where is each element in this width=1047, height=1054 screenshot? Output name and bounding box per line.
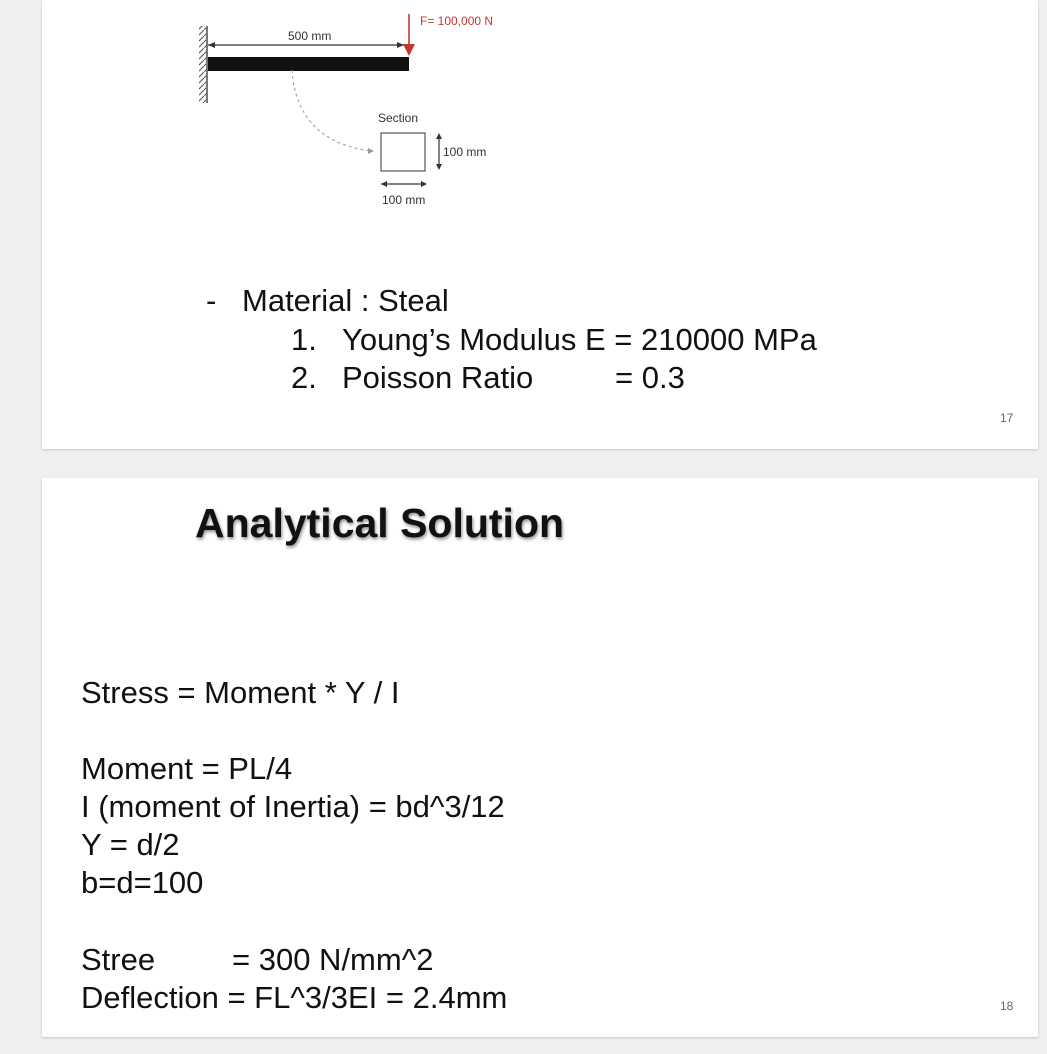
poisson-ratio-label: Poisson Ratio xyxy=(342,360,534,395)
youngs-modulus-line: Young’s Modulus E = 210000 MPa xyxy=(342,322,817,357)
beam xyxy=(208,57,409,71)
force-arrow-head xyxy=(403,44,415,56)
height-label: 100 mm xyxy=(443,145,487,159)
width-arrow-left xyxy=(381,181,387,187)
page-number: 17 xyxy=(1000,411,1014,425)
wall-support xyxy=(199,26,206,103)
stress-result-label: Stree xyxy=(81,942,156,977)
span-arrow-left xyxy=(208,42,215,48)
slide-title: Analytical Solution xyxy=(195,500,565,546)
cantilever-diagram xyxy=(42,0,1038,230)
section-label: Section xyxy=(378,111,419,125)
slide-18 xyxy=(42,478,1038,1037)
deflection-formula: Deflection = FL^3/3EI = 2.4mm xyxy=(81,980,508,1015)
section-square xyxy=(381,133,425,171)
span-label: 500 mm xyxy=(288,29,332,43)
slide-17 xyxy=(42,0,1038,449)
list-number: 1. xyxy=(291,322,317,357)
stress-formula: Stress = Moment * Y / I xyxy=(81,675,400,710)
material-heading: Material : Steal xyxy=(242,283,449,318)
span-arrow-right xyxy=(397,42,404,48)
y-formula: Y = d/2 xyxy=(81,827,180,862)
poisson-ratio-value: = 0.3 xyxy=(615,360,685,395)
inertia-formula: I (moment of Inertia) = bd^3/12 xyxy=(81,789,505,824)
list-number: 2. xyxy=(291,360,317,395)
stress-result-value: = 300 N/mm^2 xyxy=(232,942,434,977)
material-bullet: - xyxy=(206,283,217,318)
page-number: 18 xyxy=(1000,999,1014,1013)
height-arrow-bottom xyxy=(436,164,442,170)
width-arrow-right xyxy=(421,181,427,187)
width-label: 100 mm xyxy=(382,193,426,207)
section-leader xyxy=(292,70,372,151)
dimensions-line: b=d=100 xyxy=(81,865,204,900)
section-leader-head xyxy=(368,148,374,154)
height-arrow-top xyxy=(436,133,442,139)
moment-formula: Moment = PL/4 xyxy=(81,751,293,786)
force-label: F= 100,000 N xyxy=(420,14,494,28)
